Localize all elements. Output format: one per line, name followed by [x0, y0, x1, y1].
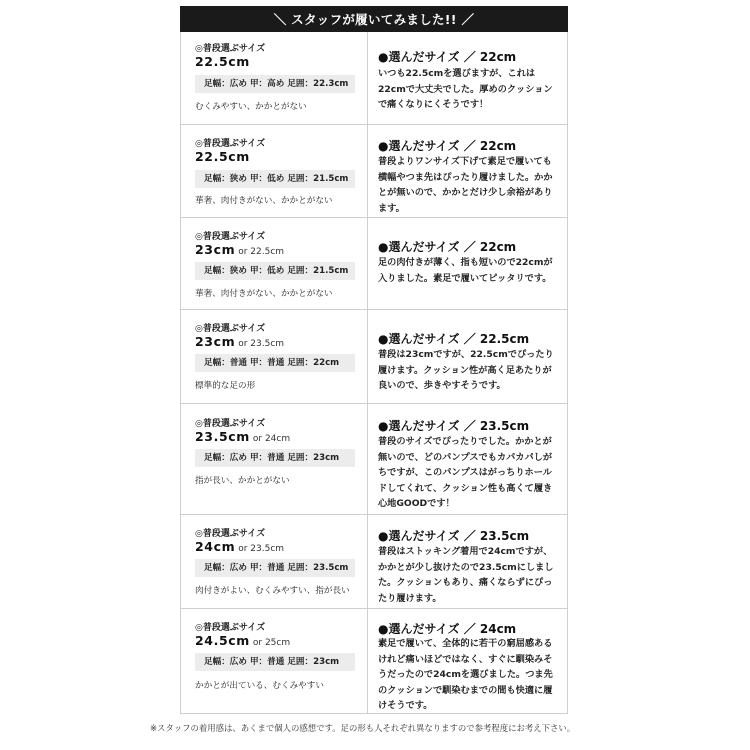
review-cell	[368, 404, 567, 514]
chosen-size: ●選んだサイズ ／ 22cm	[378, 240, 517, 254]
chosen-size: ●選んだサイズ ／ 24cm	[378, 622, 517, 636]
usual-size-value: 24cm or 23.5cm	[195, 539, 285, 554]
usual-size-label: ◎普段選ぶサイズ	[195, 324, 266, 334]
staff-comment: 普段はストッキング着用で24cmですが、かかとが少し抜けたので23.5cmにしました。クッションもあり、痛くならずにぴったり履けます。	[378, 546, 554, 604]
foot-characteristics: 華奢、肉付きがない、かかとがない	[195, 289, 333, 299]
usual-size-value: 24.5cm or 25cm	[195, 633, 291, 648]
staff-comment: 普段よりワンサイズ下げて素足で履いても横幅やつま先はぴったり履けました。かかとが無いので、かかとだけ少し余裕があります。	[378, 156, 553, 214]
usual-size-value: 23cm or 22.5cm	[195, 242, 285, 257]
foot-measurements: 足幅：狭め 甲：低め 足囲：21.5cm	[195, 170, 355, 188]
header-title: ＼ スタッフが履いてみました!! ／	[273, 12, 475, 27]
chosen-size: ●選んだサイズ ／ 22.5cm	[378, 332, 530, 346]
usual-size-label: ◎普段選ぶサイズ	[195, 44, 266, 54]
usual-size-label: ◎普段選ぶサイズ	[195, 232, 266, 242]
staff-comment: 普段のサイズでぴったりでした。かかとが無いので、どのパンプスでもカパカパしがちですが、このパンプスはがっちりホールドしてくれて、クッション性も高くて履き心地GOODです！	[378, 436, 553, 509]
usual-size-cell	[181, 310, 368, 403]
usual-size-value: 23cm or 23.5cm	[195, 334, 285, 349]
foot-characteristics: 標準的な足の形	[195, 381, 256, 391]
table-row	[181, 609, 567, 714]
foot-characteristics: かかとが出ている、むくみやすい	[195, 681, 324, 691]
foot-measurements: 足幅：広め 甲：普通 足囲：23cm	[195, 653, 355, 671]
foot-characteristics: 肉付きがよい、むくみやすい、指が長い	[195, 586, 350, 596]
chosen-size: ●選んだサイズ ／ 23.5cm	[378, 529, 530, 543]
foot-measurements: 足幅：広め 甲：高め 足囲：22.3cm	[195, 75, 355, 93]
staff-comment: 素足で履いて、全体的に若干の窮屈感あるけれど痛いほどではなく、すぐに馴染みそうだったので24cmを選びました。つま先のクッションで馴染むまでの間も快適に履けそうです。	[378, 638, 553, 711]
review-cell	[368, 609, 567, 714]
review-cell	[368, 310, 567, 403]
usual-size-label: ◎普段選ぶサイズ	[195, 419, 266, 429]
staff-comment: 足の肉付きが薄く、指も短いので22cmが入りました。素足で履いてピッタリです。	[378, 257, 553, 284]
usual-size-cell	[181, 609, 368, 714]
usual-size-cell	[181, 218, 368, 309]
usual-size-label: ◎普段選ぶサイズ	[195, 529, 266, 539]
usual-size-cell	[181, 515, 368, 608]
review-cell	[368, 218, 567, 309]
foot-characteristics: 華奢、肉付きがない、かかとがない	[195, 196, 333, 206]
section-header	[180, 6, 568, 32]
staff-fitting-table	[180, 32, 568, 714]
foot-measurements: 足幅：広め 甲：普通 足囲：23.5cm	[195, 559, 355, 577]
table-row	[181, 32, 567, 125]
usual-size-cell	[181, 404, 368, 514]
review-cell	[368, 515, 567, 608]
review-cell	[368, 32, 567, 124]
foot-characteristics: 指が長い、かかとがない	[195, 476, 290, 486]
staff-comment: いつも22.5cmを選びますが、これは22cmで大丈夫でした。厚めのクッションで痛くなりにくそうです！	[378, 68, 553, 110]
review-cell	[368, 125, 567, 217]
chosen-size: ●選んだサイズ ／ 23.5cm	[378, 419, 530, 433]
foot-measurements: 足幅：普通 甲：普通 足囲：22cm	[195, 354, 355, 372]
table-row	[181, 125, 567, 218]
usual-size-cell	[181, 125, 368, 217]
table-row	[181, 218, 567, 310]
usual-size-value: 22.5cm	[195, 149, 250, 164]
usual-size-label: ◎普段選ぶサイズ	[195, 139, 266, 149]
disclaimer-note: ※スタッフの着用感は、あくまで個人の感想です。足の形も人それぞれ異なりますので参考程度にお考え下さい。	[150, 723, 576, 733]
foot-characteristics: むくみやすい、かかとがない	[195, 102, 307, 112]
chosen-size: ●選んだサイズ ／ 22cm	[378, 50, 517, 64]
staff-comment: 普段は23cmですが、22.5cmでぴったり履けます。クッション性が高く足あたりが良いので、歩きやすそうです。	[378, 349, 554, 391]
foot-measurements: 足幅：広め 甲：普通 足囲：23cm	[195, 449, 355, 467]
usual-size-value: 22.5cm	[195, 54, 250, 69]
chosen-size: ●選んだサイズ ／ 22cm	[378, 139, 517, 153]
table-row	[181, 515, 567, 609]
usual-size-label: ◎普段選ぶサイズ	[195, 623, 266, 633]
usual-size-cell	[181, 32, 368, 124]
usual-size-value: 23.5cm or 24cm	[195, 429, 291, 444]
table-row	[181, 404, 567, 515]
foot-measurements: 足幅：狭め 甲：低め 足囲：21.5cm	[195, 262, 355, 280]
table-row	[181, 310, 567, 404]
